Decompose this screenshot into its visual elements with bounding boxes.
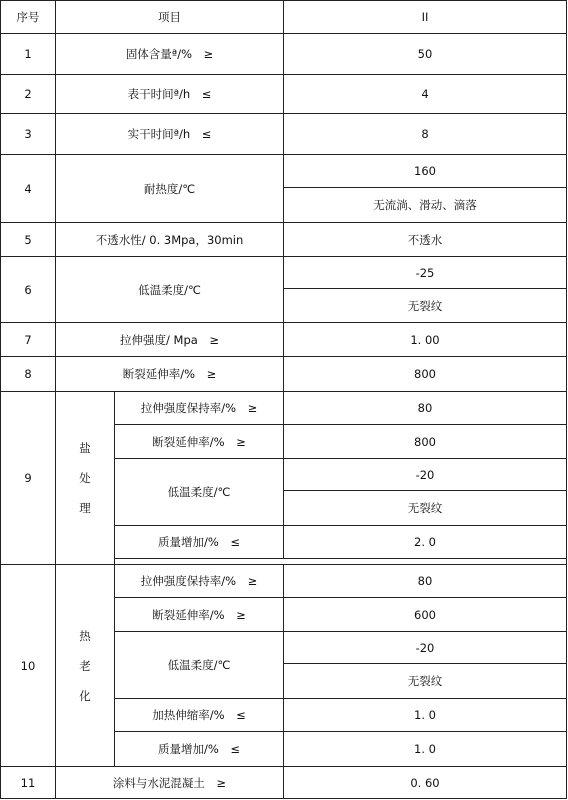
group-label-heat: 热 老 化 (56, 565, 115, 767)
row-item: 表干时间ª/h ≤ (56, 75, 284, 114)
row-number: 5 (1, 223, 56, 257)
row-value: 80 (284, 565, 567, 598)
group-label-salt: 盐 处 理 (56, 392, 115, 565)
sub-item: 加热伸缩率/% ≤ (115, 699, 284, 732)
row-value: 80 (284, 392, 567, 425)
row-value: 1. 0 (284, 699, 567, 732)
table-row (1, 767, 567, 799)
row-value: 无裂纹 (284, 664, 567, 699)
row-value: 160 (284, 155, 567, 188)
row-item: 低温柔度/℃ (56, 257, 284, 323)
table-row (1, 392, 567, 425)
row-value: 不透水 (284, 223, 567, 257)
header-grade: II (284, 1, 567, 34)
row-value: 8 (284, 114, 567, 155)
row-number: 8 (1, 357, 56, 392)
table-row (1, 34, 567, 75)
row-number: 10 (1, 565, 56, 767)
table-row (1, 114, 567, 155)
row-item: 固体含量ª/% ≥ (56, 34, 284, 75)
row-value: -25 (284, 257, 567, 289)
row-item: 断裂延伸率/% ≥ (56, 357, 284, 392)
table-row (1, 155, 567, 188)
sub-item: 低温柔度/℃ (115, 459, 284, 526)
sub-item: 质量增加/% ≤ (115, 526, 284, 559)
row-value: -20 (284, 459, 567, 491)
row-value: 800 (284, 425, 567, 459)
row-number: 7 (1, 323, 56, 357)
sub-item: 拉伸强度保持率/% ≥ (115, 565, 284, 598)
sub-item: 拉伸强度保持率/% ≥ (115, 392, 284, 425)
row-item: 拉伸强度/ Mpa ≥ (56, 323, 284, 357)
row-number: 4 (1, 155, 56, 223)
header-seq: 序号 (1, 1, 56, 34)
row-value: 1. 00 (284, 323, 567, 357)
header-item: 项目 (56, 1, 284, 34)
row-value: 4 (284, 75, 567, 114)
table-row (1, 357, 567, 392)
header-row (1, 1, 567, 34)
row-item: 实干时间ª/h ≤ (56, 114, 284, 155)
row-value: 2. 0 (284, 526, 567, 559)
row-value: 无裂纹 (284, 491, 567, 526)
row-number: 3 (1, 114, 56, 155)
row-value: 50 (284, 34, 567, 75)
row-value: 无流淌、滑动、滴落 (284, 188, 567, 223)
table-row (1, 323, 567, 357)
row-value: -20 (284, 632, 567, 664)
sub-item: 低温柔度/℃ (115, 632, 284, 699)
row-item: 涂料与水泥混凝土 ≥ (56, 767, 284, 799)
sub-item: 质量增加/% ≤ (115, 732, 284, 767)
row-value: 800 (284, 357, 567, 392)
row-value: 600 (284, 598, 567, 632)
sub-item: 断裂延伸率/% ≥ (115, 598, 284, 632)
row-number: 6 (1, 257, 56, 323)
row-number: 9 (1, 392, 56, 565)
row-number: 2 (1, 75, 56, 114)
row-number: 1 (1, 34, 56, 75)
row-item: 耐热度/℃ (56, 155, 284, 223)
row-item: 不透水性/ 0. 3Mpa，30min (56, 223, 284, 257)
table-row (1, 75, 567, 114)
row-value: 0. 60 (284, 767, 567, 799)
table-row (1, 257, 567, 289)
row-number: 11 (1, 767, 56, 799)
row-value: 无裂纹 (284, 289, 567, 323)
row-value: 1. 0 (284, 732, 567, 767)
sub-item: 断裂延伸率/% ≥ (115, 425, 284, 459)
table-row (1, 565, 567, 598)
table-row (1, 223, 567, 257)
